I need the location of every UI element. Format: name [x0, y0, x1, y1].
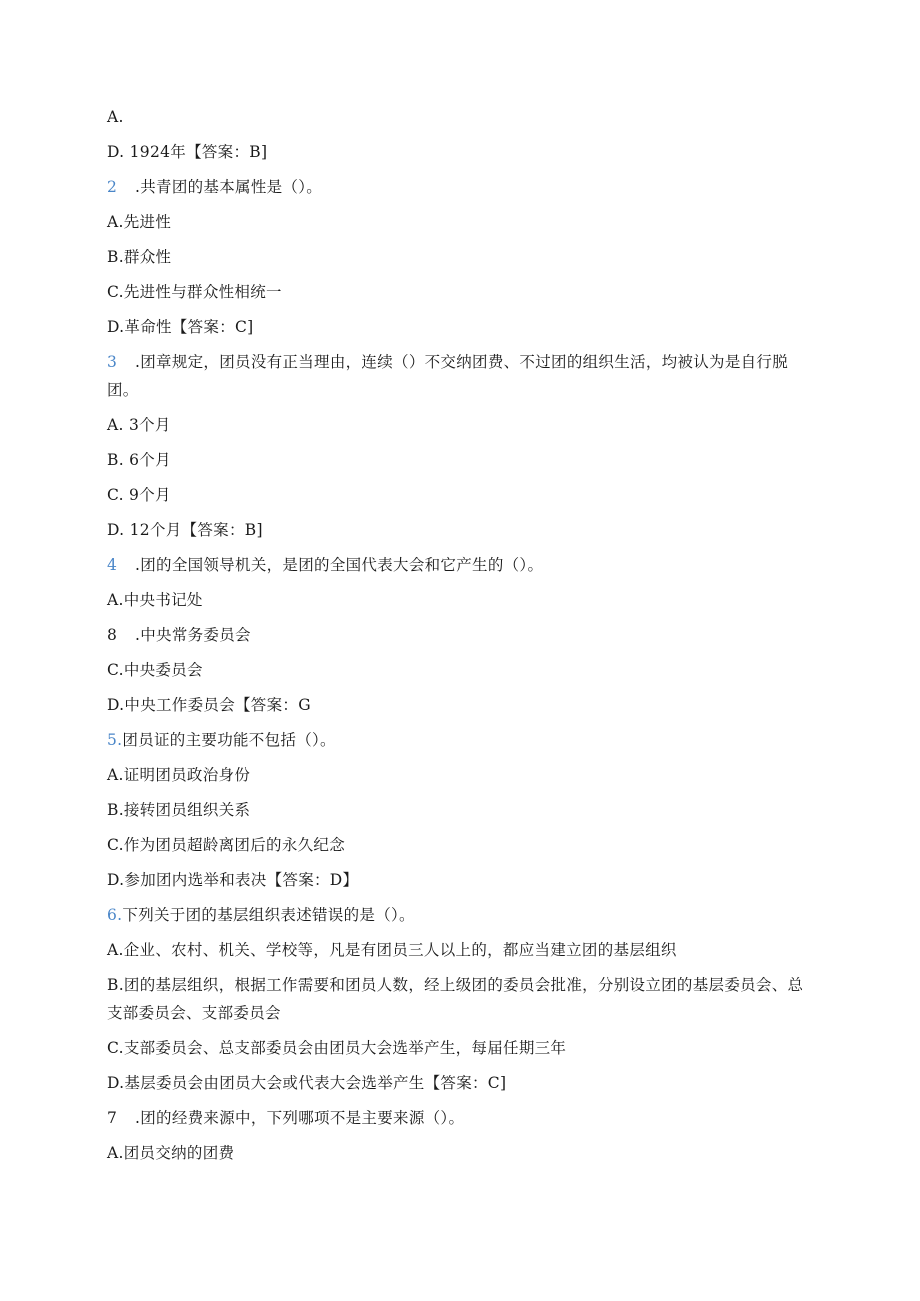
option-text: A.证明团员政治身份	[107, 766, 251, 784]
option-text: A. 3个月	[107, 416, 171, 434]
option-text: D.中央工作委员会【答案：G	[107, 696, 311, 714]
question-number: 4	[107, 556, 118, 574]
option-text: C.支部委员会、总支部委员会由团员大会选举产生，每届任期三年	[107, 1039, 567, 1057]
question-number: 6.	[107, 906, 123, 924]
option-text: A.中央书记处	[107, 591, 203, 609]
option-line	[107, 1069, 807, 1097]
option-text: C.中央委员会	[107, 661, 203, 679]
question-number: 3	[107, 353, 118, 371]
option-text: B.接转团员组织关系	[107, 801, 251, 819]
option-line	[107, 481, 807, 509]
question-number: 7	[107, 1109, 118, 1127]
option-line	[107, 138, 807, 166]
question-text: 下列关于团的基层组织表述错误的是（）。	[122, 906, 415, 924]
question-line	[107, 901, 807, 929]
option-line	[107, 586, 807, 614]
option-line	[107, 621, 807, 649]
option-line	[107, 1139, 807, 1167]
option-line	[107, 761, 807, 789]
option-number: 8	[107, 626, 118, 644]
option-line	[107, 971, 807, 1027]
option-text: B.群众性	[107, 248, 172, 266]
question-line	[107, 173, 807, 201]
option-line	[107, 446, 807, 474]
option-text: C. 9个月	[107, 486, 171, 504]
option-text: A.团员交纳的团费	[107, 1144, 235, 1162]
option-text: D.革命性【答案：C]	[107, 318, 254, 336]
question-text: .团的全国领导机关，是团的全国代表大会和它产生的（）。	[135, 556, 544, 574]
option-line	[107, 831, 807, 859]
option-line	[107, 796, 807, 824]
option-line	[107, 936, 807, 964]
option-text: A.	[107, 108, 124, 126]
question-line	[107, 1104, 807, 1132]
option-line	[107, 691, 807, 719]
option-text: B. 6个月	[107, 451, 171, 469]
option-text: D. 1924年【答案：B]	[107, 143, 268, 161]
question-line	[107, 551, 807, 579]
question-text: .团的经费来源中，下列哪项不是主要来源（）。	[135, 1109, 465, 1127]
option-line	[107, 1034, 807, 1062]
option-line	[107, 208, 807, 236]
question-text: .共青团的基本属性是（）。	[135, 178, 323, 196]
question-line	[107, 726, 807, 754]
option-text: C.先进性与群众性相统一	[107, 283, 282, 301]
option-line	[107, 656, 807, 684]
option-text: C.作为团员超龄离团后的永久纪念	[107, 836, 346, 854]
option-line	[107, 103, 807, 131]
option-text: A.企业、农村、机关、学校等，凡是有团员三人以上的，都应当建立团的基层组织	[107, 941, 677, 959]
option-text: .中央常务委员会	[135, 626, 251, 644]
option-text: B.团的基层组织，根据工作需要和团员人数，经上级团的委员会批准，分别设立团的基层委员会、总支部委员会、支部委员会	[107, 976, 804, 1022]
option-text: A.先进性	[107, 213, 172, 231]
question-line	[107, 348, 807, 404]
question-number: 2	[107, 178, 118, 196]
option-line	[107, 243, 807, 271]
option-line	[107, 411, 807, 439]
option-line	[107, 866, 807, 894]
option-text: D.参加团内选举和表决【答案：D】	[107, 871, 359, 889]
option-text: D.基层委员会由团员大会或代表大会选举产生【答案：C]	[107, 1074, 507, 1092]
option-line	[107, 278, 807, 306]
question-text: .团章规定，团员没有正当理由，连续（）不交纳团费、不过团的组织生活，均被认为是自行脱团。	[107, 353, 789, 399]
option-text: D. 12个月【答案：B]	[107, 521, 263, 539]
question-number: 5.	[107, 731, 123, 749]
option-line	[107, 313, 807, 341]
option-line	[107, 516, 807, 544]
question-text: 团员证的主要功能不包括（）。	[122, 731, 336, 749]
